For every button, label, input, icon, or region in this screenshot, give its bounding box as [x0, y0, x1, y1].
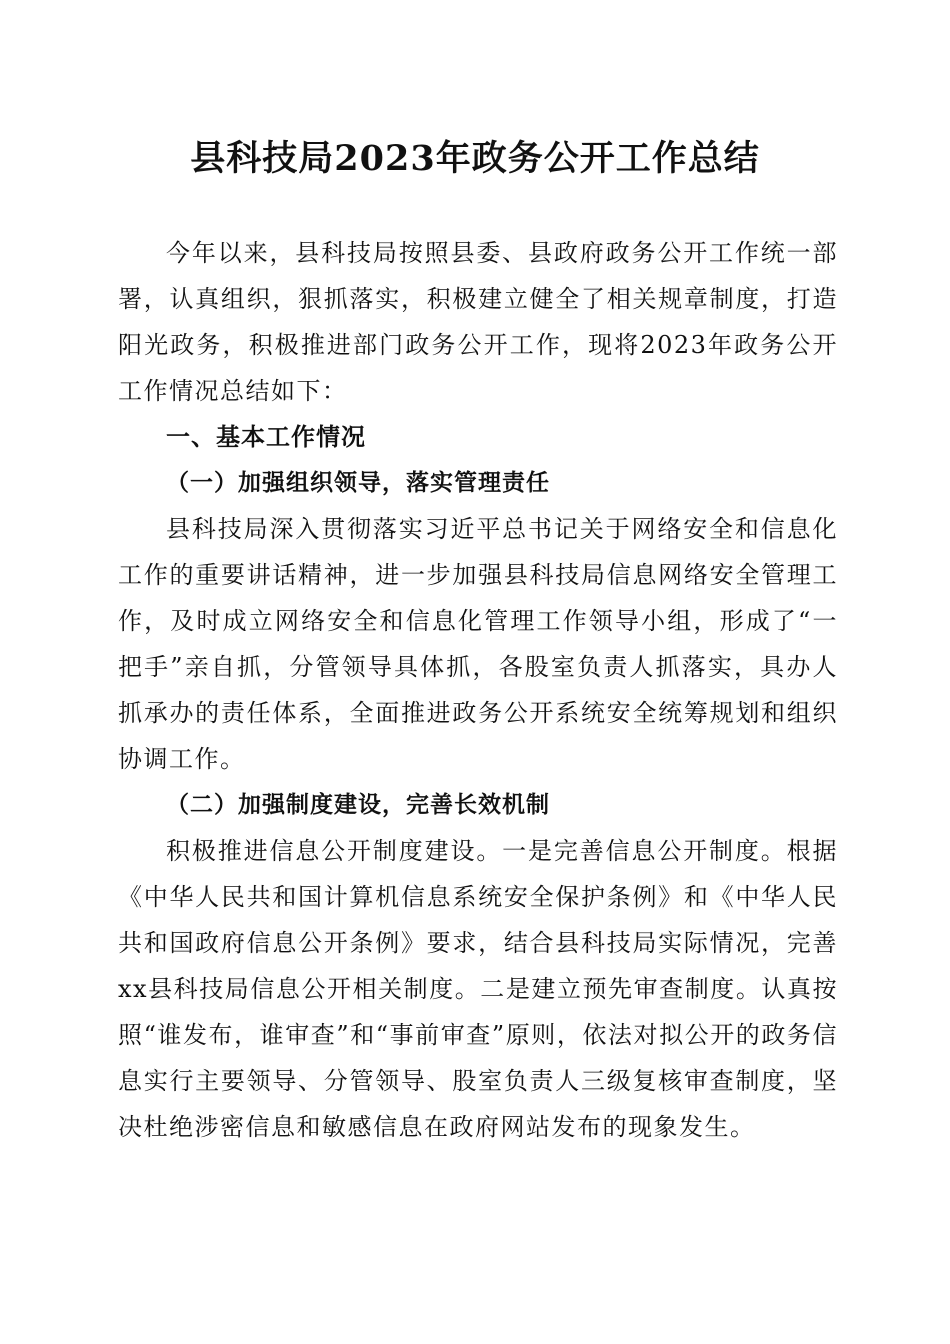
subsection-paragraph-organization: 县科技局深入贯彻落实习近平总书记关于网络安全和信息化工作的重要讲话精神，进一步加强县科技局信息网络安全管理工作，及时成立网络安全和信息化管理工作领导小组，形成了“一把手”亲自抓，分管领导具体抓，各股室负责人抓落实，具办人抓承办的责任体系，全面推进政务公开系统安全统筹规划和组织协调工作。: [118, 515, 838, 773]
subsection-heading-organization: （一）加强组织领导，落实管理责任: [166, 470, 550, 496]
document-body: [118, 230, 838, 1150]
subsection-heading-system-building: （二）加强制度建设，完善长效机制: [166, 792, 550, 818]
subsection-paragraph-system-building: 积极推进信息公开制度建设。一是完善信息公开制度。根据《中华人民共和国计算机信息系统安全保护条例》和《中华人民共和国政府信息公开条例》要求，结合县科技局实际情况，完善xx县科技局信息公开相关制度。二是建立预先审查制度。认真按照“谁发布，谁审查”和“事前审查”原则，依法对拟公开的政务信息实行主要领导、分管领导、股室负责人三级复核审查制度，坚决杜绝涉密信息和敏感信息在政府网站发布的现象发生。: [118, 837, 838, 1141]
section-heading-basic-work: 一、基本工作情况: [166, 423, 366, 451]
document-title: 县科技局2023年政务公开工作总结: [190, 138, 760, 179]
intro-paragraph: 今年以来，县科技局按照县委、县政府政务公开工作统一部署，认真组织，狠抓落实，积极建立健全了相关规章制度，打造阳光政务，积极推进部门政务公开工作，现将2023年政务公开工作情况总结如下：: [118, 239, 838, 405]
